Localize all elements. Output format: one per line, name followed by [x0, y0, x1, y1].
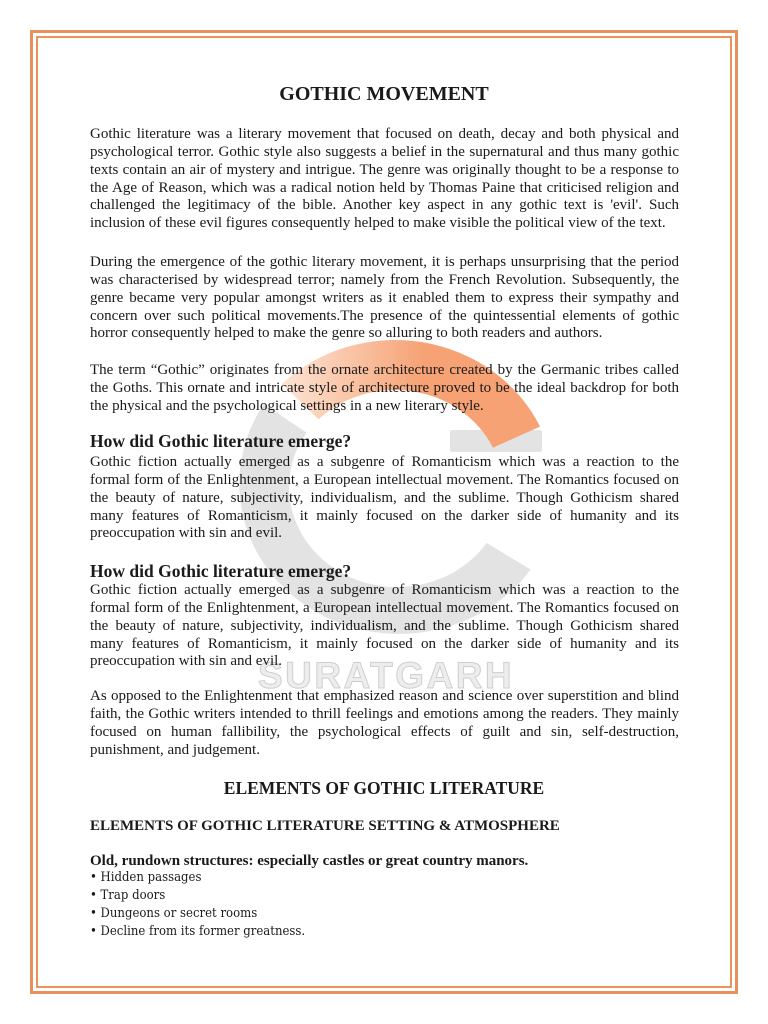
elements-subheading: ELEMENTS OF GOTHIC LITERATURE SETTING & ATMOSPHERE	[90, 818, 560, 834]
paragraph-line: faith, the Gothic writers intended to thrill feelings and emotions among the readers. They mainly	[90, 705, 679, 722]
watermark-text: SURATGARH	[258, 655, 515, 696]
paragraph-line: Gothic fiction actually emerged as a subgenre of Romanticism which was a reaction to the	[90, 454, 679, 470]
bullet-text: Hidden passages	[100, 870, 202, 885]
paragraph-line: the Goths. This ornate and intricate style of architecture proved to be the ideal backdrop for both	[90, 379, 679, 396]
elements-heading: ELEMENTS OF GOTHIC LITERATURE	[223, 778, 545, 798]
section-heading-emergence-1: How did Gothic literature emerge?	[90, 431, 352, 451]
emergence-paragraph-1	[90, 454, 679, 543]
bullet-marker: •	[90, 906, 97, 921]
bullet-item	[90, 923, 305, 941]
paragraph-line: texts contain an air of mystery and intrigue. The genre was originally thought to be a response to	[90, 161, 679, 178]
paragraph-line: Gothic fiction actually emerged as a subgenre of Romanticism which was a reaction to the	[90, 582, 679, 598]
bullet-text: Decline from its former greatness.	[100, 924, 306, 939]
paragraph-line: was characterised by widespread terror; namely from the French Revolution. Subsequently, the	[90, 271, 679, 288]
bullet-marker: •	[90, 924, 97, 939]
paragraph-line: preoccupation with sin and evil.	[90, 653, 283, 670]
paragraph-line: formal form of the Enlightenment, a European intellectual movement. The Romantics focused on	[90, 599, 679, 616]
paragraph-line: horror consequently helped to make the genre so alluring to both readers and authors.	[90, 325, 603, 342]
paragraph-line: inclusion of these evil figures consequently helped to make visible the political view of the text.	[90, 215, 666, 232]
paragraph-line: challenged the legitimacy of the bible. Another key aspect in any gothic text is 'evil'. Such	[90, 197, 679, 214]
paragraph-line: the beauty of nature, subjectivity, individualism, and the sublime. Though Gothicism shared	[90, 489, 679, 506]
paragraph-line: psychological terror. Gothic style also suggests a belief in the supernatural and thus many gothic	[90, 143, 679, 160]
paragraph-line: many features of Romanticism, it mainly focused on the darker side of humanity and its	[90, 507, 679, 524]
bullet-item	[90, 887, 165, 905]
closing-paragraph	[90, 688, 679, 759]
setting-title: Old, rundown structures: especially castles or great country manors.	[90, 853, 529, 869]
paragraph-line: formal form of the Enlightenment, a European intellectual movement. The Romantics focused on	[90, 471, 679, 488]
paragraph-line: The term “Gothic” originates from the ornate architecture created by the Germanic tribes called	[90, 362, 679, 378]
intro-paragraph-1	[90, 126, 679, 233]
paragraph-line: Gothic literature was a literary movement that focused on death, decay and both physical and	[90, 126, 679, 142]
bullet-text: Dungeons or secret rooms	[100, 906, 258, 921]
intro-paragraph-2	[90, 254, 679, 343]
paragraph-line: many features of Romanticism, it mainly focused on the darker side of humanity and its	[90, 635, 679, 652]
paragraph-line: focused on human fallibility, the psychological effects of guilt and sin, self-destruction,	[90, 723, 679, 740]
paragraph-line: As opposed to the Enlightenment that emphasized reason and science over superstition and blind	[90, 688, 679, 704]
section-heading-emergence-2: How did Gothic literature emerge?	[90, 561, 352, 581]
paragraph-line: preoccupation with sin and evil.	[90, 525, 283, 542]
paragraph-line: the physical and the psychological settings in a new literary style.	[90, 397, 484, 414]
bullet-item	[90, 905, 257, 923]
bullet-item	[90, 869, 201, 887]
paragraph-line: concern over such political movements.The presence of the quintessential elements of gothic	[90, 307, 679, 324]
paragraph-line: During the emergence of the gothic literary movement, it is perhaps unsurprising that the period	[90, 254, 679, 270]
intro-paragraph-3	[90, 362, 679, 416]
bullet-text: Trap doors	[100, 888, 166, 903]
bullet-marker: •	[90, 888, 97, 903]
paragraph-line: the beauty of nature, subjectivity, individualism, and the sublime. Though Gothicism shared	[90, 617, 679, 634]
paragraph-line: genre became very popular amongst writers as it enabled them to express their sympathy and	[90, 289, 679, 306]
paragraph-line: the Age of Reason, which was a radical notion held by Thomas Paine that criticised religion and	[90, 179, 679, 196]
paragraph-line: punishment, and judgement.	[90, 741, 260, 758]
bullet-marker: •	[90, 870, 97, 885]
emergence-paragraph-2	[90, 582, 679, 671]
page-title: GOTHIC MOVEMENT	[279, 83, 489, 105]
